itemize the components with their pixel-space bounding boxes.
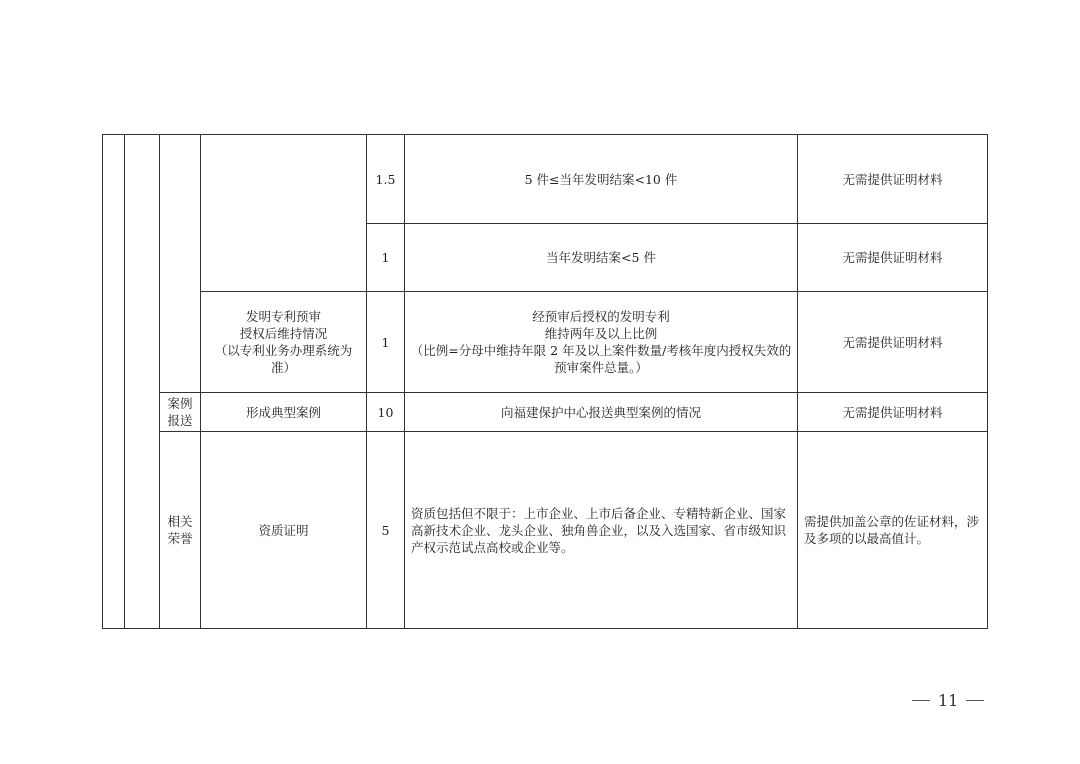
category-cell: 相关 荣誉 bbox=[160, 432, 201, 629]
indicator-cell: 形成典型案例 bbox=[201, 393, 367, 432]
page-footer bbox=[912, 688, 992, 712]
material-cell: 无需提供证明材料 bbox=[798, 135, 988, 224]
criterion-cell: 经预审后授权的发明专利 维持两年及以上比例 （比例=分母中维持年限 2 年及以上案件数量/考核年度内授权失效的预审案件总量。） bbox=[405, 292, 798, 393]
table-row bbox=[103, 432, 988, 629]
blank-column-1 bbox=[103, 135, 125, 629]
evaluation-table bbox=[102, 134, 988, 629]
score-cell: 1.5 bbox=[367, 135, 405, 224]
score-cell: 1 bbox=[367, 224, 405, 292]
indicator-cell: 发明专利预审 授权后维持情况 （以专利业务办理系统为 准） bbox=[201, 292, 367, 393]
criterion-cell: 5 件≤当年发明结案<10 件 bbox=[405, 135, 798, 224]
footer-dash-left bbox=[912, 700, 930, 701]
material-cell: 需提供加盖公章的佐证材料，涉及多项的以最高值计。 bbox=[798, 432, 988, 629]
blank-category-cell bbox=[160, 135, 201, 393]
material-cell: 无需提供证明材料 bbox=[798, 224, 988, 292]
criterion-cell: 资质包括但不限于：上市企业、上市后备企业、专精特新企业、国家高新技术企业、龙头企业、独角兽企业，以及入选国家、省市级知识产权示范试点高校或企业等。 bbox=[405, 432, 798, 629]
footer-dash-right bbox=[966, 700, 984, 701]
material-cell: 无需提供证明材料 bbox=[798, 393, 988, 432]
category-cell: 案例 报送 bbox=[160, 393, 201, 432]
table-row bbox=[103, 393, 988, 432]
blank-column-2 bbox=[125, 135, 160, 629]
table-row bbox=[103, 292, 988, 393]
score-cell: 5 bbox=[367, 432, 405, 629]
indicator-cell: 资质证明 bbox=[201, 432, 367, 629]
blank-indicator-cell bbox=[201, 135, 367, 292]
page-number: 11 bbox=[938, 690, 959, 710]
score-cell: 1 bbox=[367, 292, 405, 393]
criterion-cell: 当年发明结案<5 件 bbox=[405, 224, 798, 292]
score-cell: 10 bbox=[367, 393, 405, 432]
criterion-cell: 向福建保护中心报送典型案例的情况 bbox=[405, 393, 798, 432]
material-cell: 无需提供证明材料 bbox=[798, 292, 988, 393]
table-row bbox=[103, 135, 988, 224]
